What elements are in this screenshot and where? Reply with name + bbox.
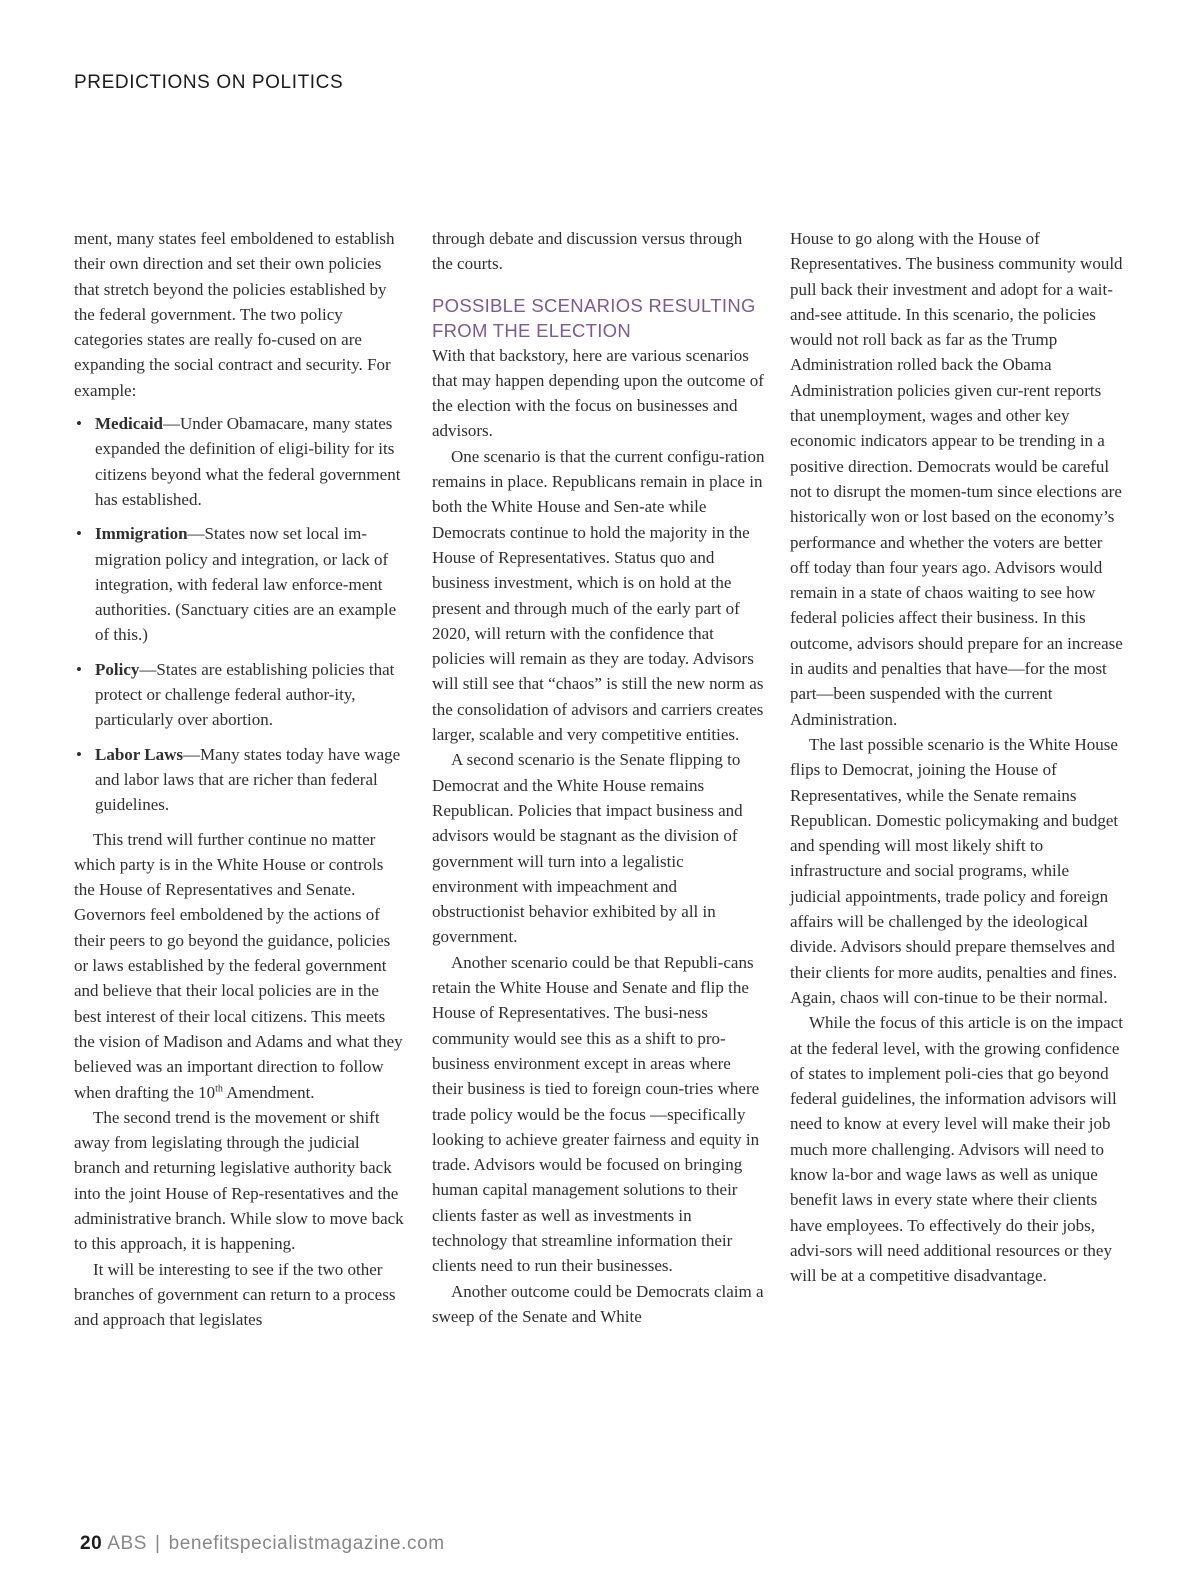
paragraph-continued: through debate and discussion versus through the courts. (432, 229, 743, 274)
list-item (74, 742, 407, 818)
article-column-3 (790, 226, 1123, 1288)
list-item (74, 411, 407, 512)
paragraph-scenario-one: One scenario is that the current configu-ration remains in place. Republicans remain in place in both the White House and Sen-ate while Democrats continue to hold the majority in the House of Representatives. Status quo and business investment, which is on hold at the present and through much of the early part of 2020, will return with the confidence that policies will remain as they are today. Advisors will still see that “chaos” is still the new norm as the consolidation of advisors and carriers creates larger, scalable and very competitive entities. (432, 446, 765, 745)
bullet-icon: • (76, 744, 82, 764)
bullet-icon: • (76, 524, 82, 544)
list-item-text: —Under Obamacare, many states expanded the definition of eligi-bility for its citizens beyond what the federal government has established. (95, 414, 401, 509)
list-item (74, 657, 407, 733)
list-item-term: Medicaid (95, 414, 163, 434)
paragraph-backstory: With that backstory, here are various scenarios that may happen depending upon the outcome of the election with the focus on businesses and advisors. (432, 345, 764, 441)
paragraph-last-scenario: The last possible scenario is the White House flips to Democrat, joining the House of Representatives, while the Senate remains Republican. Domestic policymaking and budget and spending will most likely shift to infrastructure and social programs, while judicial appointments, trade policy and foreign affairs will be challenged by the ideological divide. Advisors should prepare themselves and their clients for more audits, penalties and fines. Again, chaos will con-tinue to be their normal. (790, 734, 1119, 1007)
state-policy-list (74, 411, 407, 817)
website-link[interactable]: benefitspecialistmagazine.com (168, 1533, 445, 1554)
paragraph-trend-two: The second trend is the movement or shift away from legislating through the judicial branch and returning legislative authority back into the joint House of Rep-resentatives and the administrative branch. While slow to move back to this approach, it is happening. (74, 1107, 404, 1254)
paragraph-scenario-three: Another scenario could be that Republi-cans retain the White House and Senate and flip the House of Representatives. The busi-ness community would see this as a shift to pro-business environment except in areas where their business is tied to foreign coun-tries where trade policy would be the focus —specifically looking to achieve greater fairness and equity in trade. Advisors would be focused on bringing human capital management solutions to their clients faster as well as investments in technology that streamline information their clients need to run their businesses. (432, 952, 760, 1276)
subheading-scenarios: POSSIBLE SCENARIOS RESULTING FROM THE ELECTION (432, 294, 756, 341)
paragraph-scenario-two: A second scenario is the Senate flipping to Democrat and the White House remains Republican. Policies that impact business and advisors would be stagnant as the division of government will turn into a legalistic environment with impeachment and obstructionist behavior exhibited by all in government. (432, 750, 743, 947)
page-number: 20 (80, 1533, 103, 1554)
article-column-2 (432, 226, 765, 1329)
bullet-icon: • (76, 414, 82, 434)
footer-separator: | (155, 1533, 161, 1554)
bullet-icon: • (76, 659, 82, 679)
paragraph-intro: ment, many states feel emboldened to establish their own direction and set their own policies that stretch beyond the policies established by the federal government. The two policy categories states are really fo-cused on are expanding the social contract and security. For example: (74, 229, 395, 400)
list-item (74, 521, 407, 647)
list-item-text: —States now set local im-migration policy and integration, or lack of integration, with federal law enforce-ment authorities. (Sanctuary cities are an example of this.) (95, 524, 397, 645)
list-item-term: Immigration (95, 524, 188, 544)
list-item-term: Labor Laws (95, 744, 184, 764)
list-item-text: —States are establishing policies that protect or challenge federal author-ity, particularly over abortion. (95, 659, 395, 730)
page-footer (80, 1533, 445, 1555)
list-item-text: —Many states today have wage and labor laws that are richer than federal guidelines. (95, 744, 401, 815)
paragraph-conclusion: While the focus of this article is on the impact at the federal level, with the growing confidence of states to implement poli-cies that go beyond federal guidelines, the information advisors will need to know at every level will make their job much more challenging. Advisors will need to know la-bor and wage laws as well as unique benefit laws in every state where their clients have employees. To effectively do their jobs, advi-sors will need additional resources or they will be at a competitive disadvantage. (790, 1013, 1123, 1286)
article-column-1 (74, 226, 407, 1332)
paragraph-interesting: It will be interesting to see if the two other branches of government can return to a process and approach that legislates (74, 1259, 396, 1330)
section-title: PREDICTIONS ON POLITICS (74, 72, 344, 93)
paragraph-trend-one: This trend will further continue no matter which party is in the White House or controls the House of Representatives and Senate. Governors feel emboldened by the actions of their peers to go beyond the guidance, policies or laws established by the federal government and believe that their local policies are in the best interest of their local citizens. This meets the vision of Madison and Adams and what they believed was an important direction to follow when drafting the 10th Amendment. (74, 829, 403, 1102)
publication-name: ABS (107, 1533, 148, 1554)
paragraph-scenario-four: Another outcome could be Democrats claim a sweep of the Senate and White (432, 1281, 764, 1326)
list-item-term: Policy (95, 659, 140, 679)
paragraph-continued: House to go along with the House of Representatives. The business community would pull back their investment and adopt for a wait-and-see attitude. In this scenario, the policies would not roll back as far as the Trump Administration rolled back the Obama Administration policies given cur-rent reports that unemployment, wages and other key economic indicators appear to be trending in a positive direction. Democrats would be careful not to disrupt the momen-tum since elections are historically won or lost based on the economy’s performance and whether the voters are better off today than four years ago. Advisors would remain in a state of chaos waiting to see how federal policies affect their business. In this outcome, advisors should prepare for an increase in audits and penalties that have—for the most part—been suspended with the current Administration. (790, 229, 1123, 729)
